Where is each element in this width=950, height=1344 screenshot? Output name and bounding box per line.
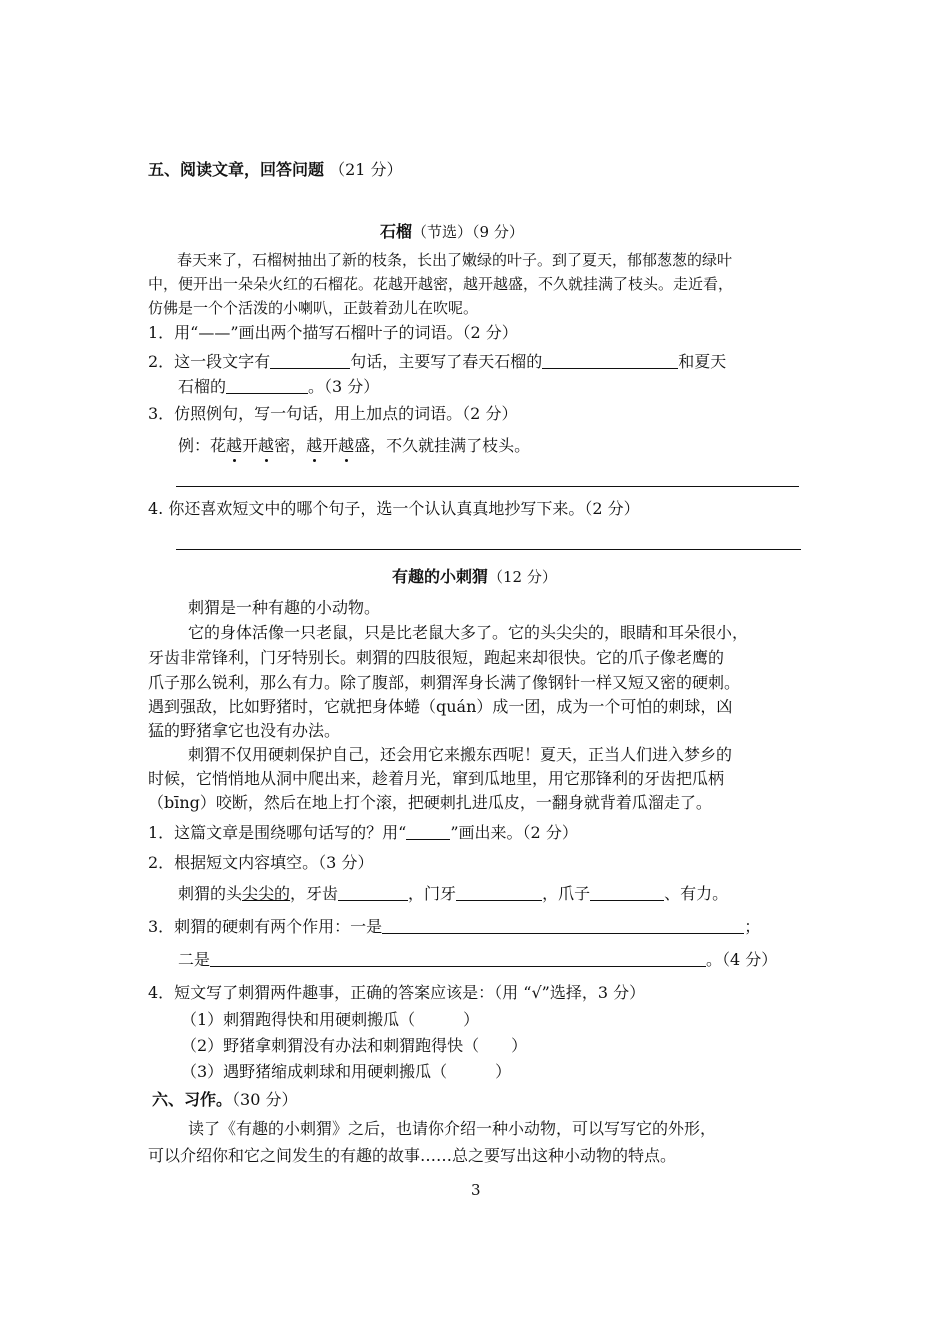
example-text: 开 <box>322 436 339 455</box>
answer-line-q4[interactable] <box>176 549 801 550</box>
fill-text: ，牙齿 <box>290 884 339 903</box>
passage2-line: 爪子那么锐利，那么有力。除了腹部，刺猬浑身长满了像钢针一样又短又密的硬刺。 <box>148 673 741 692</box>
fill-example-underlined: 尖尖的 <box>242 884 291 903</box>
blank-sentence-count[interactable] <box>270 352 350 369</box>
section6-line: 可以介绍你和它之间发生的有趣的故事……总之要写出这种小动物的特点。 <box>148 1146 677 1165</box>
fill-text: ，门牙 <box>408 884 457 903</box>
passage2-line: 刺猬是一种有趣的小动物。 <box>188 598 381 617</box>
p2-question-4: 4．短文写了刺猬两件趣事，正确的答案应该是：（用 “√”选择，3 分） <box>148 983 646 1002</box>
passage2-line: 刺猬不仅用硬刺保护自己，还会用它来搬东西呢！夏天，正当人们进入梦乡的 <box>188 745 733 764</box>
passage2-line: （bīng）咬断，然后在地上打个滚，把硬刺扎进瓜皮，一翻身就背着瓜溜走了。 <box>148 793 712 812</box>
p1-question-3: 3．仿照例句，写一句话，用上加点的词语。（2 分） <box>148 404 518 423</box>
section6-heading-row <box>152 1090 297 1110</box>
q3-text-d: 。（4 分） <box>706 950 778 969</box>
section6-heading: 六、习作。 <box>152 1090 233 1109</box>
dotted-word: 越 <box>338 436 355 455</box>
passage1-title-row <box>380 222 524 242</box>
blank-teeth[interactable] <box>338 884 408 901</box>
p1-question-1: 1．用“——”画出两个描写石榴叶子的词语。（2 分） <box>148 323 518 342</box>
section5-heading-row <box>148 160 403 180</box>
passage2-title-row <box>392 567 557 587</box>
p2-question-1 <box>148 823 578 843</box>
dotted-word: 越 <box>306 436 323 455</box>
section5-heading: 五、阅读文章，回答问题 <box>148 160 325 179</box>
q3-text-a: 3．刺猬的硬刺有两个作用：一是 <box>148 917 383 936</box>
q2-text-a: 2．这一段文字有 <box>148 352 271 371</box>
section6-line: 读了《有趣的小刺猬》之后，也请你介绍一种小动物，可以写写它的外形， <box>188 1119 717 1138</box>
passage2-line: 牙齿非常锋利，门牙特别长。刺猬的四肢很短，跑起来却很快。它的爪子像老鹰的 <box>148 648 725 667</box>
q2-text-e: 。（3 分） <box>308 377 380 396</box>
q2-text-b: 句话，主要写了春天石榴的 <box>350 352 543 371</box>
q3-text-b: ； <box>744 917 761 936</box>
passage2-line: 遇到强敌，比如野猪时，它就把身体蜷（quán）成一团，成为一个可怕的刺球，凶 <box>148 697 733 716</box>
q2-text-c: 和夏天 <box>678 352 727 371</box>
underline-sample <box>406 823 450 840</box>
blank-front-teeth[interactable] <box>456 884 542 901</box>
blank-claws[interactable] <box>590 884 664 901</box>
fill-text: ，爪子 <box>542 884 591 903</box>
example-suffix: 盛，不久就挂满了枝头。 <box>354 436 531 455</box>
blank-spring-pomegranate[interactable] <box>542 352 678 369</box>
passage1-line: 春天来了，石榴树抽出了新的枝条，长出了嫩绿的叶子。到了夏天，郁郁葱葱的绿叶 <box>177 251 733 269</box>
passage1-title-note: （节选）（9 分） <box>412 223 524 241</box>
p2-question-3-cont <box>178 950 777 970</box>
fill-text: 、有力。 <box>664 884 729 903</box>
p1-question-2-cont <box>178 377 379 397</box>
blank-use-one[interactable] <box>382 917 744 934</box>
passage2-line: 猛的野猪拿它也没有办法。 <box>148 721 341 740</box>
passage1-line: 中，便开出一朵朵火红的石榴花。花越开越密，越开越盛，不久就挂满了枝头。走近看， <box>148 275 734 293</box>
passage2-line: 时候，它悄悄地从洞中爬出来，趁着月光，窜到瓜地里，用它那锋利的牙齿把瓜柄 <box>148 769 725 788</box>
option-3[interactable]: （3）遇野猪缩成刺球和用硬刺搬瓜（ ） <box>181 1062 512 1081</box>
p1-question-4: 4. 你还喜欢短文中的哪个句子，选一个认认真真地抄写下来。（2 分） <box>148 499 640 518</box>
option-1[interactable]: （1）刺猬跑得快和用硬刺搬瓜（ ） <box>181 1010 480 1029</box>
q1-text-a: 1．这篇文章是围绕哪句话写的？用“ <box>148 823 407 842</box>
page-number: 3 <box>471 1181 481 1199</box>
example-text: 开 <box>242 436 259 455</box>
example-text: 密， <box>274 436 307 455</box>
q1-text-b: ”画出来。（2 分） <box>450 823 578 842</box>
p1-question-2 <box>148 352 726 372</box>
section5-score: （21 分） <box>329 160 403 179</box>
blank-use-two[interactable] <box>210 950 706 967</box>
p1-question-3-example <box>178 436 530 456</box>
dotted-word: 越 <box>226 436 243 455</box>
dotted-word: 越 <box>258 436 275 455</box>
example-prefix: 例：花 <box>178 436 227 455</box>
q3-text-c: 二是 <box>178 950 211 969</box>
option-2[interactable]: （2）野猪拿刺猬没有办法和刺猬跑得快（ ） <box>181 1036 528 1055</box>
answer-line-q3[interactable] <box>176 486 799 487</box>
passage1-line: 仿佛是一个个活泼的小喇叭，正鼓着劲儿在吹呢。 <box>148 299 479 317</box>
blank-summer-pomegranate[interactable] <box>226 377 308 394</box>
passage2-title: 有趣的小刺猬 <box>392 567 489 586</box>
p2-question-3 <box>148 917 760 937</box>
passage1-title: 石榴 <box>380 222 413 241</box>
p2-question-2: 2．根据短文内容填空。（3 分） <box>148 853 374 872</box>
fill-text: 刺猬的头 <box>178 884 243 903</box>
p2-question-2-fill <box>178 884 728 904</box>
section6-score: （30 分） <box>232 1090 298 1109</box>
q2-text-d: 石榴的 <box>178 377 227 396</box>
passage2-line: 它的身体活像一只老鼠，只是比老鼠大多了。它的头尖尖的，眼睛和耳朵很小， <box>188 623 749 642</box>
passage2-title-note: （12 分） <box>488 568 557 586</box>
